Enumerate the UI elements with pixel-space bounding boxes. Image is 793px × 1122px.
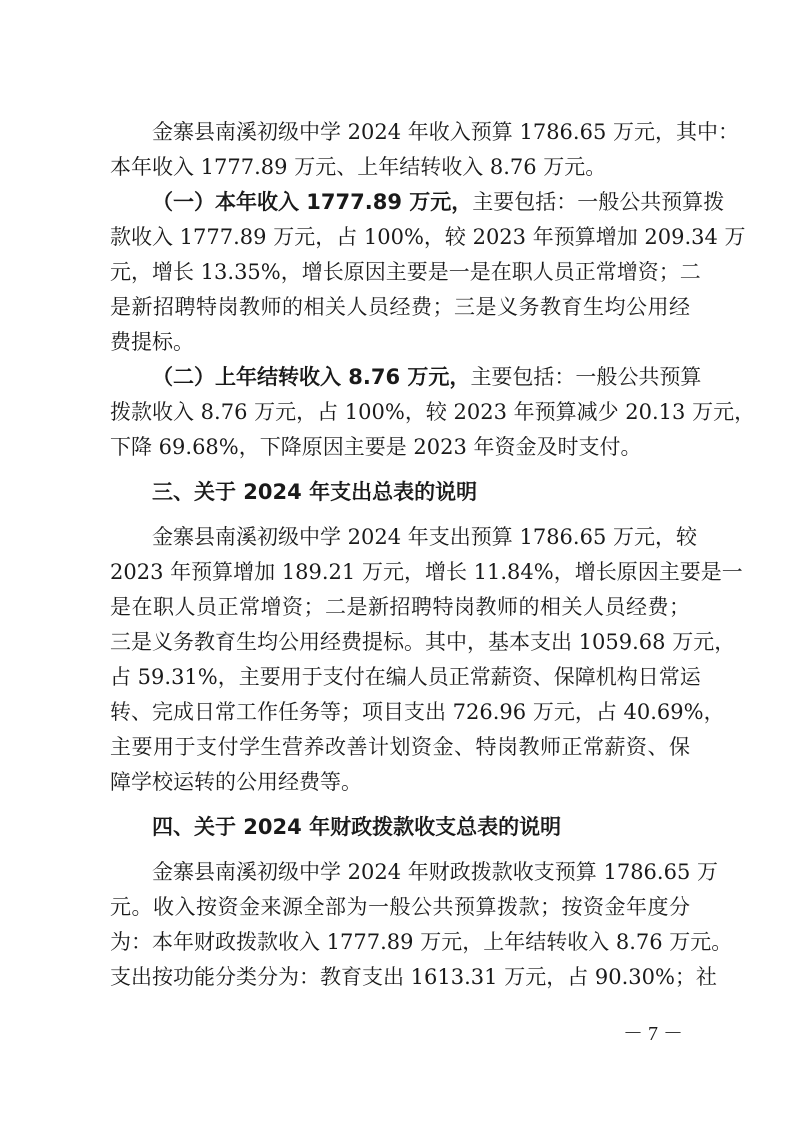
section-heading-inline: （一）本年收入 1777.89 万元， <box>152 190 473 214</box>
paragraph-line: 是新招聘特岗教师的相关人员经费；三是义务教育生均公用经 <box>110 295 690 319</box>
paragraph-line: 金寨县南溪初级中学 2024 年收入预算 1786.65 万元，其中： <box>152 120 739 144</box>
paragraph-line: （二）上年结转收入 8.76 万元，主要包括：一般公共预算 <box>152 365 702 389</box>
paragraph-line: 下降 69.68%，下降原因主要是 2023 年资金及时支付。 <box>110 435 642 459</box>
section-heading: 三、关于 2024 年支出总表的说明 <box>152 480 478 504</box>
paragraph-line: 转、完成日常工作任务等；项目支出 726.96 万元，占 40.69%， <box>110 700 725 724</box>
paragraph-line: 为：本年财政拨款收入 1777.89 万元，上年结转收入 8.76 万元。 <box>110 930 733 954</box>
paragraph-line: 金寨县南溪初级中学 2024 年财政拨款收支预算 1786.65 万 <box>152 860 718 884</box>
paragraph-line: 障学校运转的公用经费等。 <box>110 770 362 794</box>
paragraph-line: 元。收入按资金来源全部为一般公共预算拨款；按资金年度分 <box>110 895 690 919</box>
paragraph-line: 占 59.31%，主要用于支付在编人员正常薪资、保障机构日常运 <box>110 665 701 689</box>
paragraph-line: 款收入 1777.89 万元，占 100%，较 2023 年预算增加 209.34 万 <box>110 225 746 249</box>
paragraph-line: 金寨县南溪初级中学 2024 年支出预算 1786.65 万元，较 <box>152 525 697 549</box>
paragraph-line: （一）本年收入 1777.89 万元，主要包括：一般公共预算拨 <box>152 190 725 214</box>
page-number: － 7 － <box>623 1023 683 1045</box>
paragraph-line: 费提标。 <box>110 330 194 354</box>
paragraph-line: 拨款收入 8.76 万元，占 100%，较 2023 年预算减少 20.13 万元， <box>110 400 756 424</box>
paragraph-line: 2023 年预算增加 189.21 万元，增长 11.84%，增长原因主要是一 <box>110 560 743 584</box>
paragraph-line: 三是义务教育生均公用经费提标。其中，基本支出 1059.68 万元， <box>110 630 736 654</box>
paragraph-line: 是在职人员正常增资；二是新招聘特岗教师的相关人员经费； <box>110 595 690 619</box>
paragraph-line: 主要用于支付学生营养改善计划资金、特岗教师正常薪资、保 <box>110 735 690 759</box>
paragraph-line: 支出按功能分类分为：教育支出 1613.31 万元，占 90.30%；社 <box>110 965 717 989</box>
section-heading: 四、关于 2024 年财政拨款收支总表的说明 <box>152 815 562 839</box>
section-heading-inline: （二）上年结转收入 8.76 万元， <box>152 365 471 389</box>
paragraph-line: 元，增长 13.35%，增长原因主要是一是在职人员正常增资；二 <box>110 260 701 284</box>
paragraph-line: 本年收入 1777.89 万元、上年结转收入 8.76 万元。 <box>110 155 607 179</box>
